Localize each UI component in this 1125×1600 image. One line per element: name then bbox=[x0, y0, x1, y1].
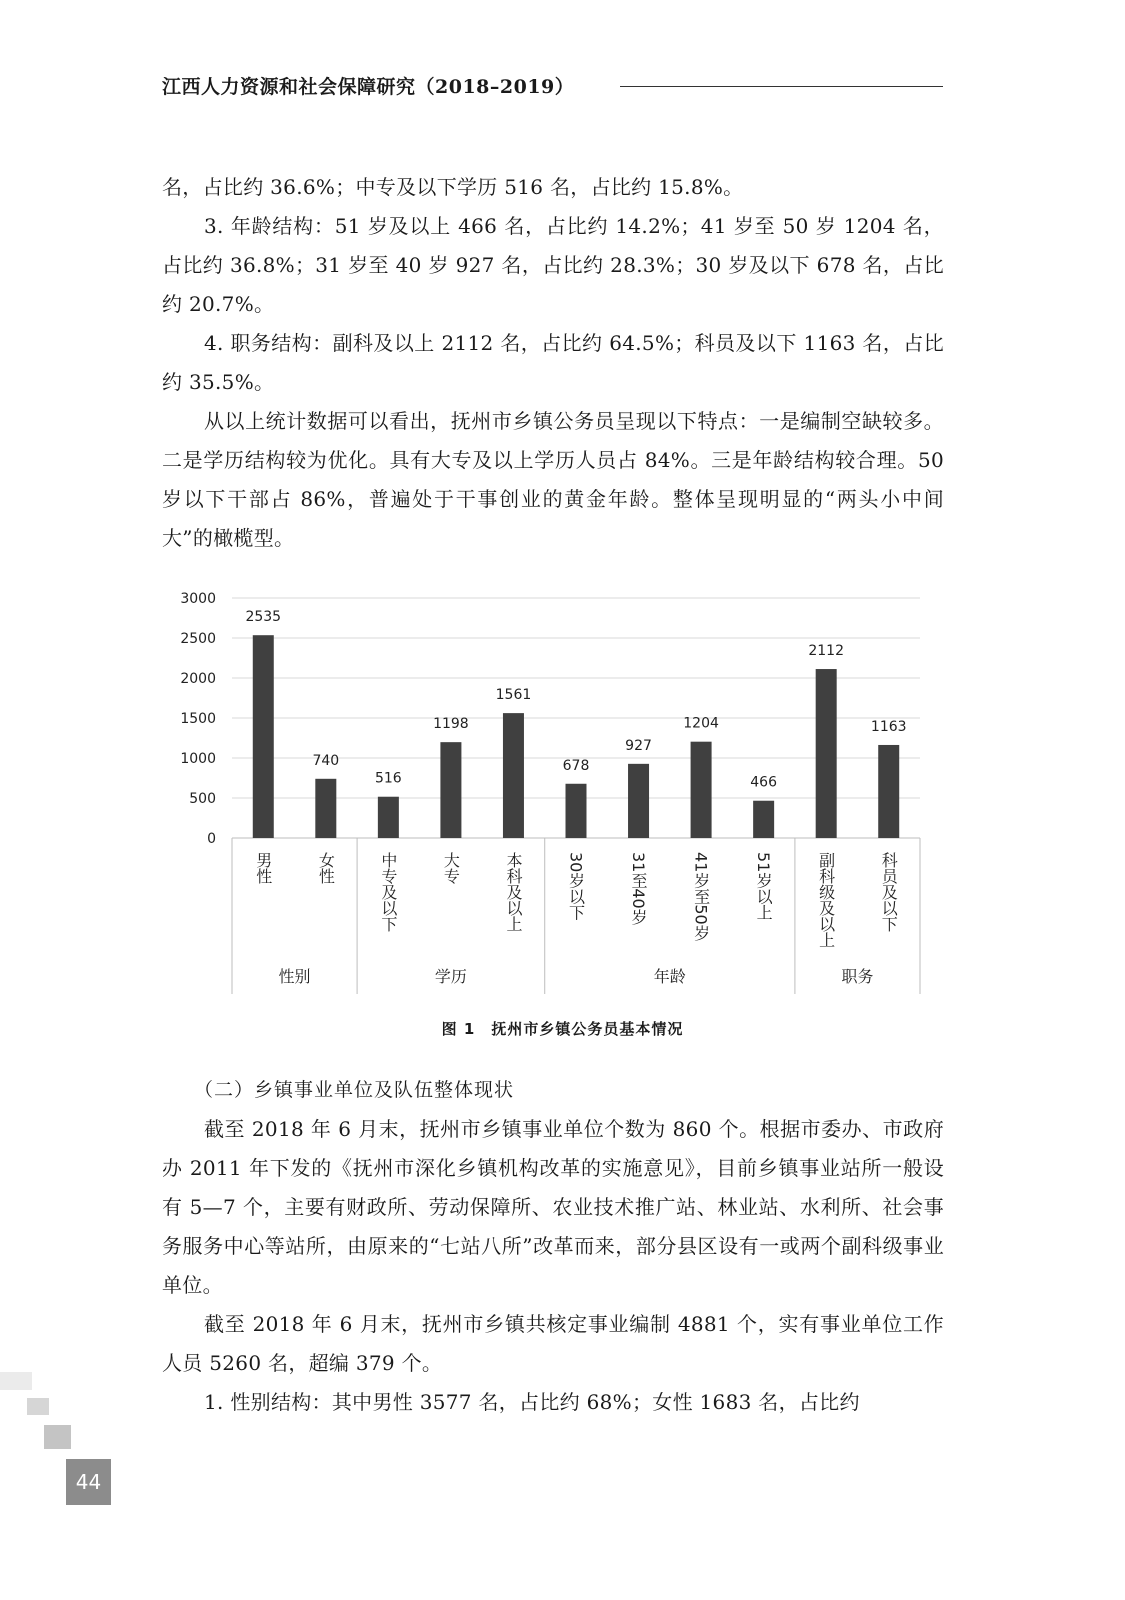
running-header-title: 江西人力资源和社会保障研究（2018–2019） bbox=[162, 76, 575, 98]
data-label: 466 bbox=[750, 774, 778, 791]
header-rule bbox=[620, 86, 943, 87]
bar bbox=[878, 745, 899, 838]
margin-decoration-block bbox=[44, 1425, 71, 1449]
paragraph: 1. 性别结构：其中男性 3577 名，占比约 68%；女性 1683 名，占比约 bbox=[204, 1390, 860, 1414]
data-label: 1198 bbox=[433, 716, 469, 733]
category-label: 女性 bbox=[316, 852, 336, 884]
data-label: 1204 bbox=[683, 715, 719, 732]
body-text-top bbox=[162, 168, 944, 558]
y-tick-label: 0 bbox=[207, 831, 216, 847]
group-label: 学历 bbox=[434, 967, 467, 986]
bar bbox=[628, 764, 649, 838]
y-tick-label: 2500 bbox=[180, 631, 216, 647]
group-label: 职务 bbox=[841, 967, 874, 986]
y-tick-label: 2000 bbox=[180, 671, 216, 687]
data-label: 516 bbox=[374, 770, 402, 787]
category-label: 男性 bbox=[253, 852, 273, 884]
section-heading: （二）乡镇事业单位及队伍整体现状 bbox=[194, 1079, 515, 1101]
paragraph: 3. 年龄结构：51 岁及以上 466 名，占比约 14.2%；41 岁至 50 岁 1204 名，占比约 36.8%；31 岁至 40 岁 927 名，占比约 28.3%；30 岁及以下 678 名，占比约 20.7%。 bbox=[162, 214, 944, 316]
category-label: 41岁至50岁 bbox=[691, 852, 711, 941]
group-label: 年龄 bbox=[653, 967, 686, 986]
body-text-bottom bbox=[162, 1071, 944, 1422]
bar bbox=[315, 779, 336, 838]
data-label: 1561 bbox=[495, 687, 532, 704]
bar bbox=[816, 669, 837, 838]
y-tick-label: 500 bbox=[189, 791, 216, 807]
paragraph: 4. 职务结构：副科及以上 2112 名，占比约 64.5%；科员及以下 1163 名，占比约 35.5%。 bbox=[162, 331, 944, 394]
y-tick-label: 1500 bbox=[180, 711, 216, 727]
data-label: 740 bbox=[312, 752, 340, 769]
data-label: 2112 bbox=[808, 643, 845, 660]
data-label: 927 bbox=[625, 737, 652, 754]
bar bbox=[691, 742, 712, 838]
category-label: 科员及以下 bbox=[879, 852, 899, 932]
category-label: 大专 bbox=[441, 852, 461, 884]
data-label: 678 bbox=[562, 757, 590, 774]
body-paragraphs-bottom bbox=[162, 1110, 944, 1422]
paragraph: 截至 2018 年 6 月末，抚州市乡镇事业单位个数为 860 个。根据市委办、市政府办 2011 年下发的《抚州市深化乡镇机构改革的实施意见》，目前乡镇事业站所一般设有 5—7 个，主要有财政所、劳动保障所、农业技术推广站、林业站、水利所、社会事务服务中心等站所，由原来的“七站八所”改革而来，部分县区设有一或两个副科级事业单位。 bbox=[162, 1117, 944, 1297]
data-label: 2535 bbox=[245, 609, 282, 626]
category-label: 51岁以上 bbox=[754, 852, 774, 921]
paragraph: 截至 2018 年 6 月末，抚州市乡镇共核定事业编制 4881 个，实有事业单位工作人员 5260 名，超编 379 个。 bbox=[162, 1312, 944, 1375]
page-number: 44 bbox=[66, 1459, 111, 1505]
paragraph: 从以上统计数据可以看出，抚州市乡镇公务员呈现以下特点：一是编制空缺较多。二是学历结构较为优化。具有大专及以上学历人员占 84%。三是年龄结构较合理。50 岁以下干部占 86%，普遍处于干事创业的黄金年龄。整体呈现明显的“两头小中间大”的橄榄型。 bbox=[162, 409, 944, 550]
margin-decoration-block bbox=[0, 1372, 32, 1390]
category-label: 中专及以下 bbox=[378, 852, 398, 932]
category-label: 31至40岁 bbox=[629, 852, 649, 925]
category-label: 副科级及以上 bbox=[816, 852, 836, 948]
category-label: 30岁以下 bbox=[566, 852, 586, 921]
y-tick-label: 1000 bbox=[180, 751, 216, 767]
paragraph: 名，占比约 36.6%；中专及以下学历 516 名，占比约 15.8%。 bbox=[162, 175, 744, 199]
bar bbox=[503, 713, 524, 838]
y-tick-label: 3000 bbox=[180, 591, 216, 607]
bar bbox=[753, 801, 774, 838]
data-label: 1163 bbox=[870, 718, 907, 735]
group-label: 性别 bbox=[278, 967, 311, 986]
bar bbox=[440, 742, 461, 838]
figure-caption: 图 1 抚州市乡镇公务员基本情况 bbox=[441, 1020, 684, 1038]
bar bbox=[566, 784, 587, 838]
bar-chart bbox=[168, 588, 928, 1000]
bar bbox=[253, 635, 274, 838]
category-label: 本科及以上 bbox=[503, 852, 523, 932]
bar bbox=[378, 797, 399, 838]
margin-decoration-block bbox=[27, 1398, 49, 1415]
